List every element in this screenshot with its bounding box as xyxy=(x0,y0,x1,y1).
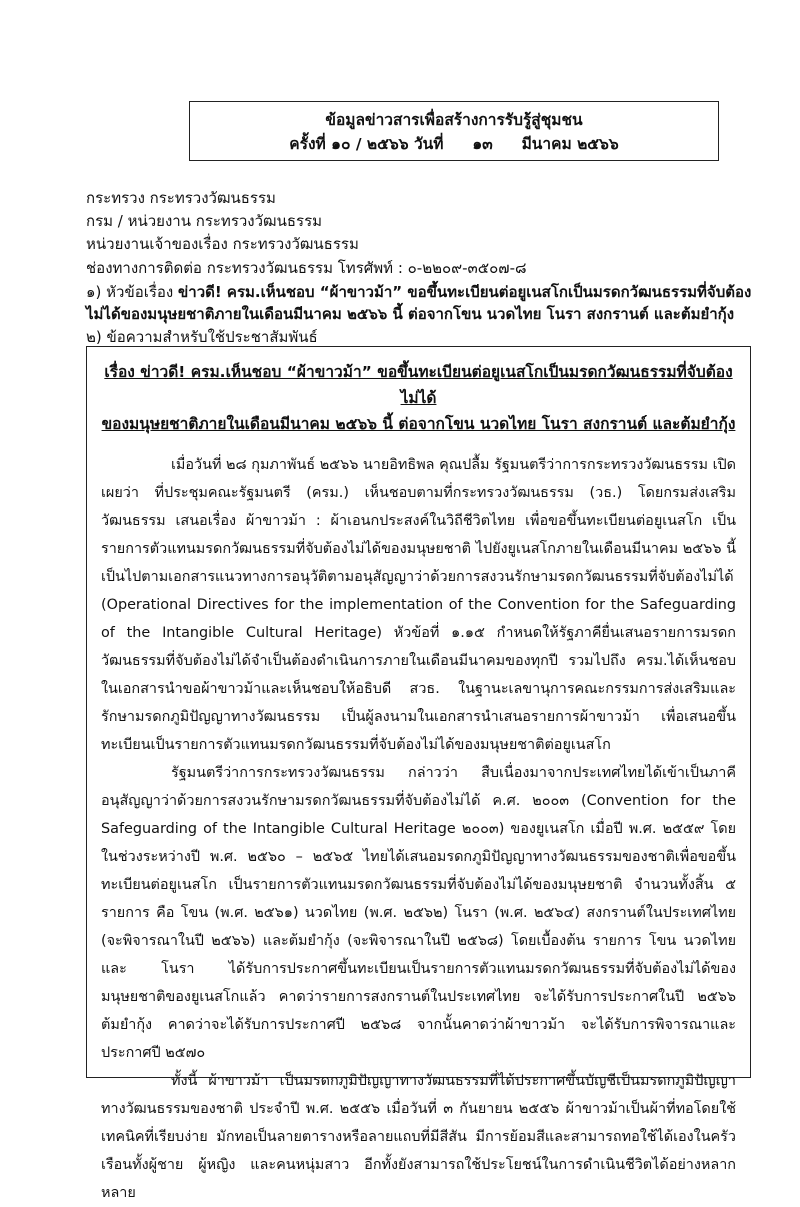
box-title-line-2: ของมนุษยชาติภายในเดือนมีนาคม ๒๕๖๖ นี้ ต่อจากโขน นวดไทย โนรา สงกรานต์ และต้มยำกุ้ง xyxy=(101,415,736,433)
department-line: กรม / หน่วยงาน กระทรวงวัฒนธรรม xyxy=(86,212,323,230)
owner-line: หน่วยงานเจ้าของเรื่อง กระทรวงวัฒนธรรม xyxy=(86,235,359,253)
section-2-heading: ๒) ข้อความสำหรับใช้ประชาสัมพันธ์ xyxy=(86,328,318,346)
topic xyxy=(86,281,766,325)
date-month: มีนาคม xyxy=(521,135,572,153)
paragraph-2: รัฐมนตรีว่าการกระทรวงวัฒนธรรม กล่าวว่า สืบเนื่องมาจากประเทศไทยได้เข้าเป็นภาคีอนุสัญญาว่าด้วยการสงวนรักษามรดกวัฒนธรรมที่จับต้องไม่ได้ ค.ศ. ๒๐๐๓ (Convention for the Safeguarding of the Intangible Cultural Heritage ๒๐๐๓) ของยูเนสโก เมื่อปี พ.ศ. ๒๕๕๙ โดยในช่วงระหว่างปี พ.ศ. ๒๕๖๐ – ๒๕๖๕ ไทยได้เสนอมรดกภูมิปัญญาทางวัฒนธรรมของชาติเพื่อขอขึ้นทะเบียนต่อยูเนสโก เป็นรายการตัวแทนมรดกวัฒนธรรมที่จับต้องไม่ได้ของมนุษยชาติ จำนวนทั้งสิ้น ๕ รายการ คือ โขน (พ.ศ. ๒๕๖๑) นวดไทย (พ.ศ. ๒๕๖๒) โนรา (พ.ศ. ๒๕๖๔) สงกรานต์ในประเทศไทย (จะพิจารณาในปี ๒๕๖๖) และต้มยำกุ้ง (จะพิจารณาในปี ๒๕๖๘) โดยเบื้องต้น รายการ โขน นวดไทย และ โนรา ได้รับการประกาศขึ้นทะเบียนเป็นรายการตัวแทนมรดกวัฒนธรรมที่จับต้องไม่ได้ของมนุษยชาติของยูเนสโกแล้ว คาดว่ารายการสงกรานต์ในประเทศไทย จะได้รับการประกาศในปี ๒๕๖๖ ต้มยำกุ้ง คาดว่าจะได้รับการประกาศปี ๒๕๖๘ จากนั้นคาดว่าผ้าขาวม้า จะได้รับการพิจารณาและประกาศปี ๒๕๗๐ xyxy=(101,765,736,1061)
date-year: ๒๕๖๖ xyxy=(577,135,619,153)
header-box xyxy=(189,101,719,161)
date-label: วันที่ xyxy=(413,135,444,153)
paragraph-1: เมื่อวันที่ ๒๘ กุมภาพันธ์ ๒๕๖๖ นายอิทธิพล คุณปลื้ม รัฐมนตรีว่าการกระทรวงวัฒนธรรม เปิดเผยว่า ที่ประชุมคณะรัฐมนตรี (ครม.) เห็นชอบตามที่กระทรวงวัฒนธรรม (วธ.) โดยกรมส่งเสริมวัฒนธรรม เสนอเรื่อง ผ้าขาวม้า : ผ้าเอนกประสงค์ในวิถีชีวิตไทย เพื่อขอขึ้นทะเบียนต่อยูเนสโก เป็นรายการตัวแทนมรดกวัฒนธรรมที่จับต้องไม่ได้ของมนุษยชาติ ไปยังยูเนสโกภายในเดือนมีนาคม ๒๕๖๖ นี้ เป็นไปตามเอกสารแนวทางการอนุวัติตามอนุสัญญาว่าด้วยการสงวนรักษามรดกวัฒนธรรมที่จับต้องไม่ได้ (Operational Directives for the implementation of the Convention for the Safeguarding of the Intangible Cultural Heritage) หัวข้อที่ ๑.๑๕ กำหนดให้รัฐภาคียื่นเสนอรายการมรดกวัฒนธรรมที่จับต้องไม่ได้จำเป็นต้องดำเนินการภายในเดือนมีนาคมของทุกปี รวมไปถึง ครม.ได้เห็นชอบในเอกสารนำขอผ้าขาวม้าและเห็นชอบให้อธิบดี สวธ. ในฐานะเลขานุการคณะกรรมการส่งเสริมและรักษามรดกภูมิปัญญาทางวัฒนธรรม เป็นผู้ลงนามในเอกสารนำเสนอรายการผ้าขาวม้า เพื่อเสนอขึ้นทะเบียนเป็นรายการตัวแทนมรดกวัฒนธรรมที่จับต้องไม่ได้ของมนุษยชาติต่อยูเนสโก xyxy=(101,457,736,753)
topic-text: ข่าวดี! ครม.เห็นชอบ “ผ้าขาวม้า” ขอขึ้นทะเบียนต่อยูเนสโกเป็นมรดกวัฒนธรรมที่จับต้องไม่ได้ของมนุษยชาติภายในเดือนมีนาคม ๒๕๖๖ นี้ ต่อจากโขน นวดไทย โนรา สงกรานต์ และต้มยำกุ้ง xyxy=(86,283,752,323)
date-day: ๑๓ xyxy=(472,135,493,153)
paragraph-3: ทั้งนี้ ผ้าขาวม้า เป็นมรดกภูมิปัญญาทางวัฒนธรรมที่ได้ประกาศขึ้นบัญชีเป็นมรดกภูมิปัญญาทางวัฒนธรรมของชาติ ประจำปี พ.ศ. ๒๕๕๖ เมื่อวันที่ ๓ กันยายน ๒๕๕๖ ผ้าขาวม้าเป็นผ้าที่ทอโดยใช้เทคนิคที่เรียบง่าย มักทอเป็นลายตารางหรือลายแถบที่มีสีสัน มีการย้อมสีและสามารถทอใช้ได้เองในครัวเรือนทั้งผู้ชาย ผู้หญิง และคนหนุ่มสาว อีกทั้งยังสามารถใช้ประโยชน์ในการดำเนินชีวิตได้อย่างหลากหลาย xyxy=(101,1073,736,1201)
issue-label: ครั้งที่ xyxy=(289,135,326,153)
content-box xyxy=(86,346,751,1201)
issue-number: ๑๐ / ๒๕๖๖ xyxy=(331,135,409,153)
ministry-line: กระทรวง กระทรวงวัฒนธรรม xyxy=(86,189,276,207)
box-title xyxy=(101,359,736,437)
topic-label: ๑) หัวข้อเรื่อง xyxy=(86,283,174,301)
contact-line: ช่องทางการติดต่อ กระทรวงวัฒนธรรม โทรศัพท์ : ๐-๒๒๐๙-๓๕๐๗-๘ xyxy=(86,259,527,277)
header-issue-line xyxy=(190,132,718,156)
box-title-line-1: เรื่อง ข่าวดี! ครม.เห็นชอบ “ผ้าขาวม้า” ขอขึ้นทะเบียนต่อยูเนสโกเป็นมรดกวัฒนธรรมที่จับต้องไม่ได้ xyxy=(104,363,733,407)
header-title: ข้อมูลข่าวสารเพื่อสร้างการรับรู้สู่ชุมชน xyxy=(325,111,583,129)
